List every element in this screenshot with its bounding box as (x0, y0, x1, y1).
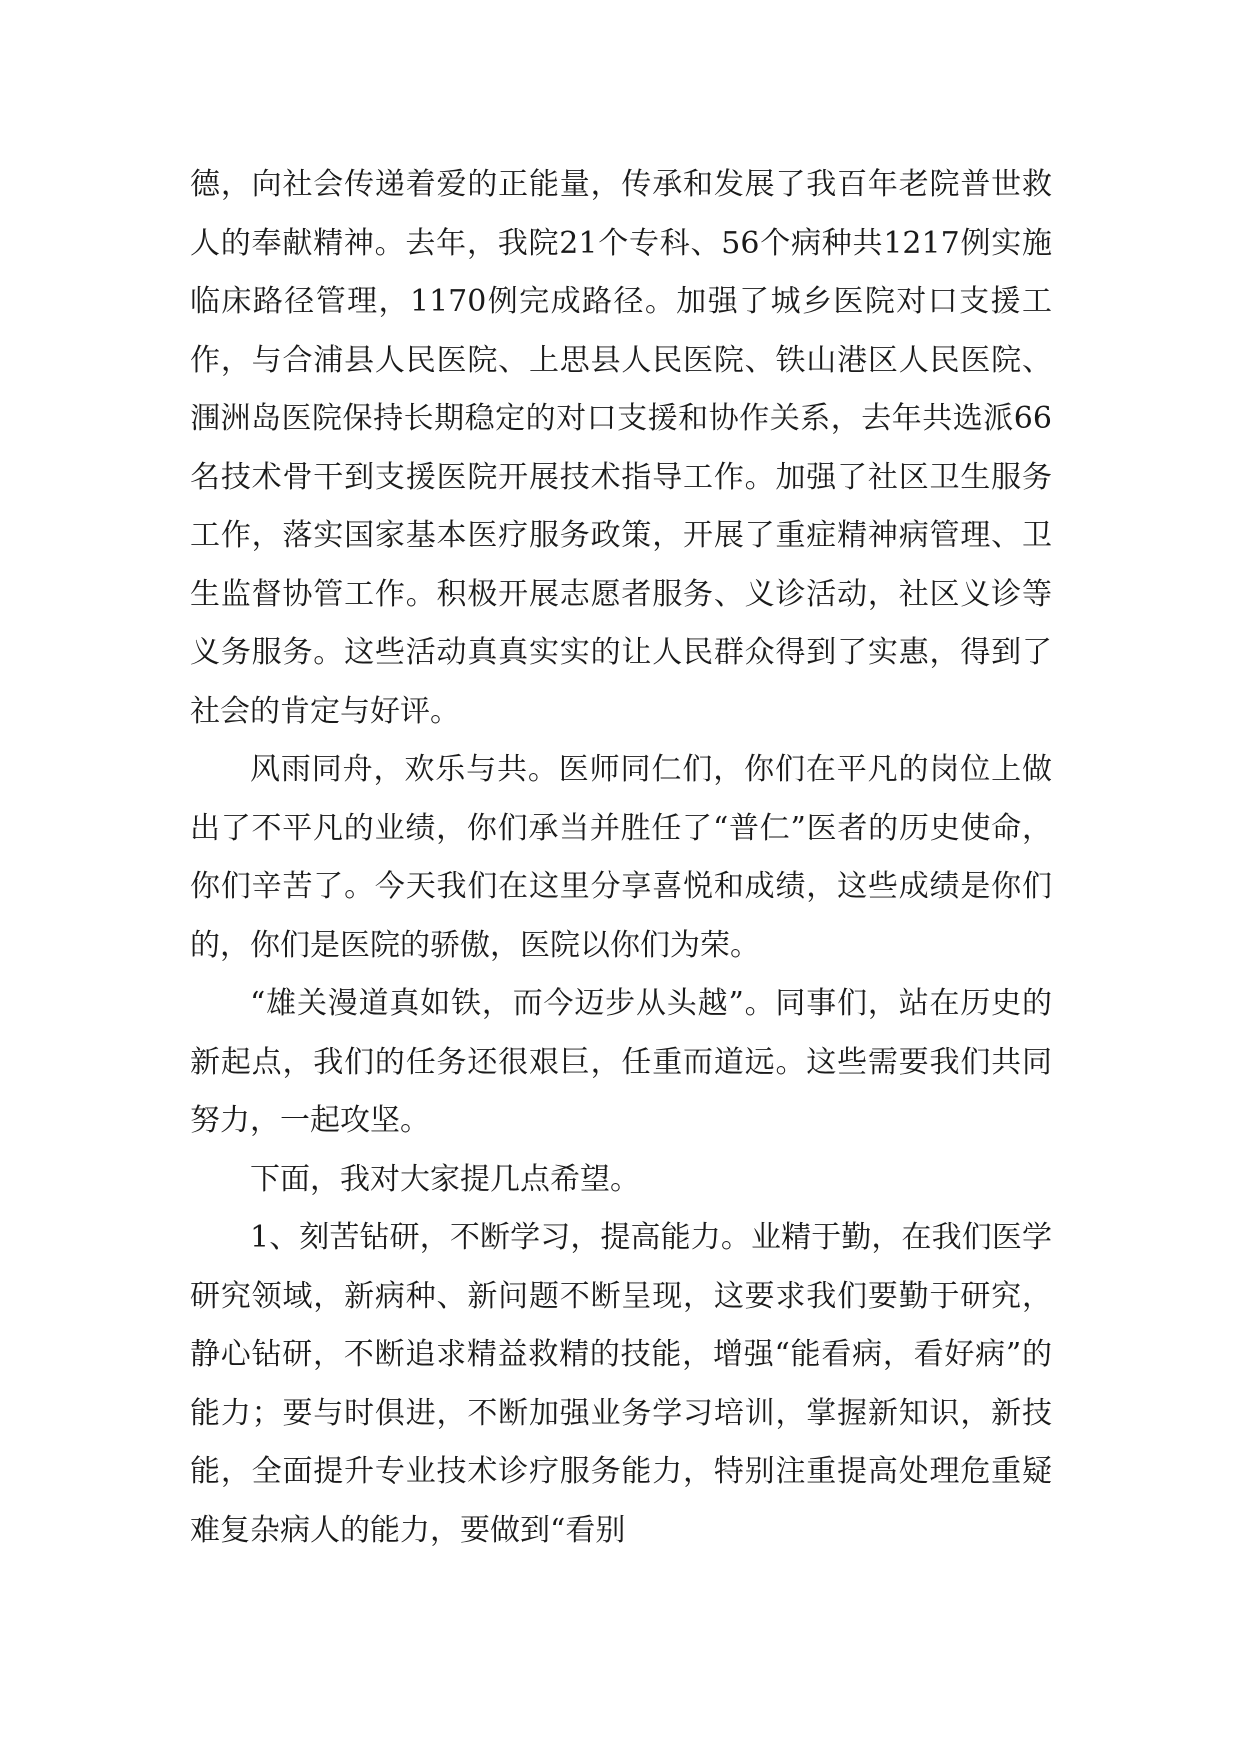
paragraph-2: 风雨同舟，欢乐与共。医师同仁们，你们在平凡的岗位上做出了不平凡的业绩，你们承当并胜任了“普仁”医者的历史使命，你们辛苦了。今天我们在这里分享喜悦和成绩，这些成绩是你们的，你们是医院的骄傲，医院以你们为荣。 (190, 752, 1052, 963)
document-page (190, 156, 1052, 1560)
paragraph-1: 德，向社会传递着爱的正能量，传承和发展了我百年老院普世救人的奉献精神。去年，我院21个专科、56个病种共1217例实施临床路径管理，1170例完成路径。加强了城乡医院对口支援工作，与合浦县人民医院、上思县人民医院、铁山港区人民医院、涠洲岛医院保持长期稳定的对口支援和协作关系，去年共选派66名技术骨干到支援医院开展技术指导工作。加强了社区卫生服务工作，落实国家基本医疗服务政策，开展了重症精神病管理、卫生监督协管工作。积极开展志愿者服务、义诊活动，社区义诊等义务服务。这些活动真真实实的让人民群众得到了实惠，得到了社会的肯定与好评。 (190, 167, 1052, 729)
paragraph-4: 下面，我对大家提几点希望。 (250, 1161, 640, 1197)
paragraph-5: 1、刻苦钻研，不断学习，提高能力。业精于勤，在我们医学研究领域，新病种、新问题不断呈现，这要求我们要勤于研究，静心钻研，不断追求精益救精的技能，增强“能看病，看好病”的能力；要与时俱进，不断加强业务学习培训，掌握新知识，新技能，全面提升专业技术诊疗服务能力，特别注重提高处理危重疑难复杂病人的能力，要做到“看别 (190, 1220, 1052, 1548)
paragraph-3: “雄关漫道真如铁，而今迈步从头越”。同事们，站在历史的新起点，我们的任务还很艰巨，任重而道远。这些需要我们共同努力，一起攻坚。 (190, 986, 1052, 1138)
